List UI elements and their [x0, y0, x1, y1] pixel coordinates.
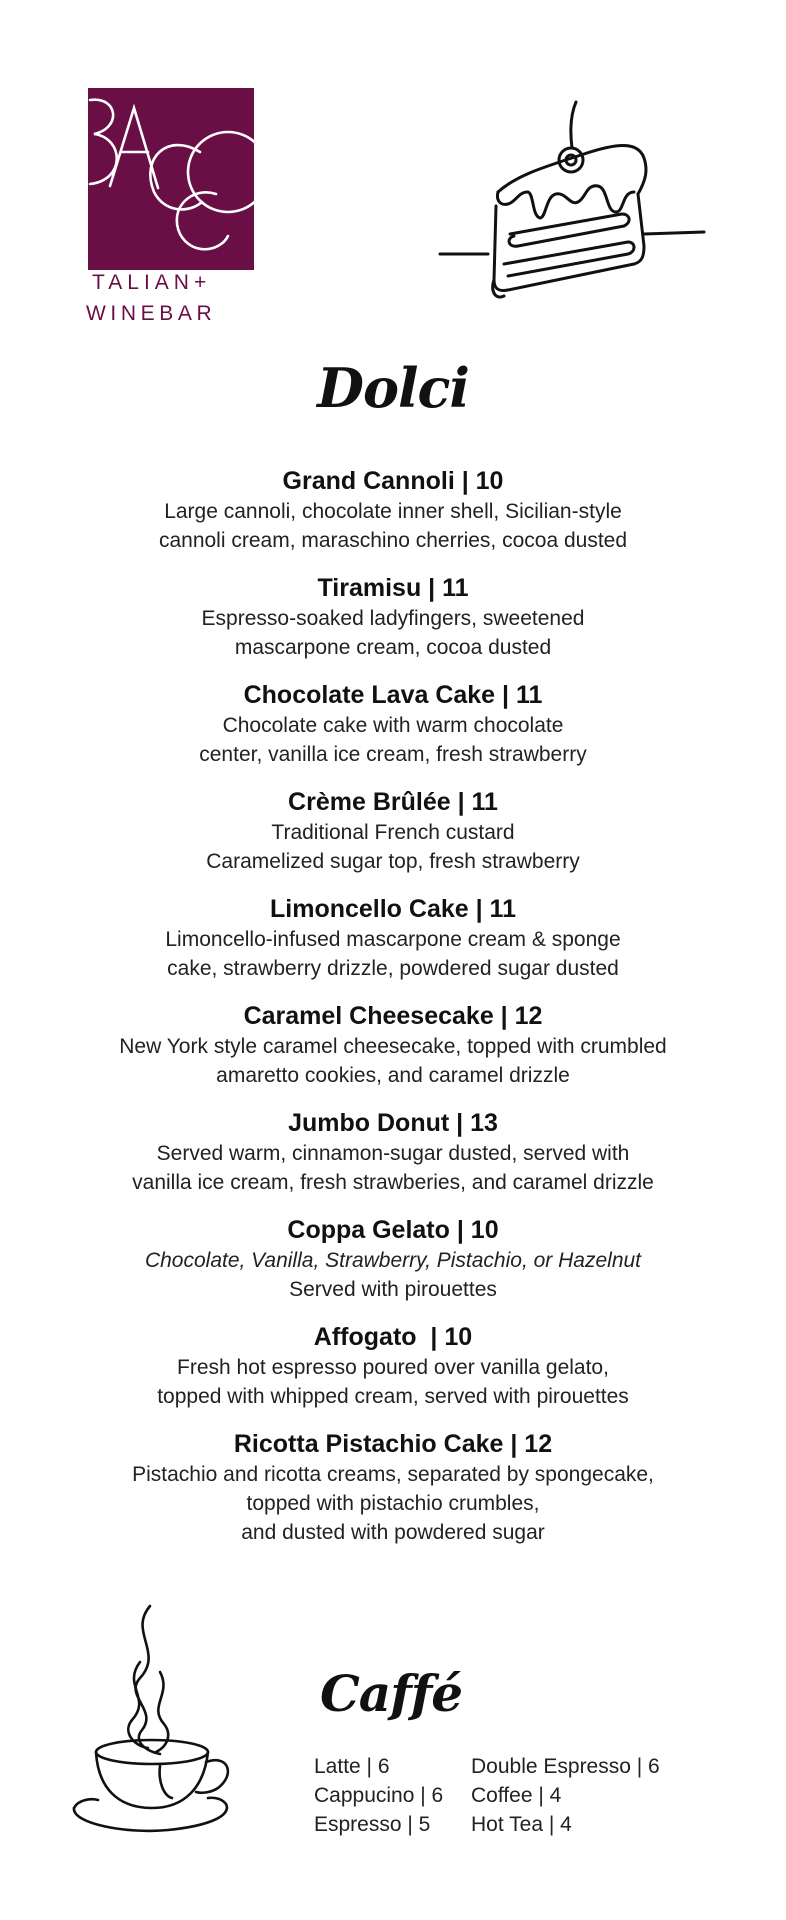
menu-item-name: Ricotta Pistachio Cake | 12 [233, 1430, 553, 1458]
coffee-item: Espresso | 5 [314, 1813, 431, 1836]
coffee-item: Cappucino | 6 [314, 1784, 444, 1807]
menu-item [0, 894, 786, 983]
dolci-menu [0, 466, 786, 1565]
coffee-cup-illustration-icon [68, 1602, 238, 1842]
menu-item [0, 1001, 786, 1090]
menu-item-name: Coppa Gelato | 10 [287, 1216, 499, 1244]
menu-item-description: Served with pirouettes [289, 1278, 497, 1301]
menu-item [0, 1215, 786, 1304]
menu-item-description: Large cannoli, chocolate inner shell, Sicilian-style cannoli cream, maraschino cherries, cocoa dusted [158, 500, 628, 552]
coffee-list-right [471, 1752, 660, 1839]
baco-logo-icon [88, 88, 254, 270]
menu-item [0, 573, 786, 662]
coffee-item: Coffee | 4 [471, 1784, 562, 1807]
logo-subtitle-italian: TALIAN+ [92, 271, 212, 294]
menu-item [0, 1429, 786, 1547]
coffee-item: Hot Tea | 4 [471, 1813, 572, 1836]
menu-item-name: Jumbo Donut | 13 [288, 1109, 498, 1137]
menu-item-description: Served warm, cinnamon-sugar dusted, served with vanilla ice cream, fresh strawberies, and caramel drizzle [132, 1142, 654, 1194]
menu-item-flavors: Chocolate, Vanilla, Strawberry, Pistachio, or Hazelnut [144, 1249, 642, 1272]
menu-item [0, 1322, 786, 1411]
menu-item [0, 466, 786, 555]
menu-item-name: Caramel Cheesecake | 12 [243, 1002, 543, 1030]
menu-item-name: Tiramisu | 11 [317, 574, 469, 602]
menu-item-description: New York style caramel cheesecake, topped with crumbled amaretto cookies, and caramel drizzle [119, 1035, 667, 1087]
menu-item-description: Espresso-soaked ladyfingers, sweetened mascarpone cream, cocoa dusted [201, 607, 585, 659]
menu-item [0, 787, 786, 876]
menu-item-name: Limoncello Cake | 11 [270, 895, 516, 923]
menu-item-name: Chocolate Lava Cake | 11 [243, 681, 543, 709]
menu-item-name: Affogato | 10 [313, 1323, 473, 1351]
menu-item-description: Chocolate cake with warm chocolate center, vanilla ice cream, fresh strawberry [199, 714, 587, 766]
coffee-item: Latte | 6 [314, 1755, 390, 1778]
menu-item-name: Grand Cannoli | 10 [282, 467, 504, 495]
menu-item [0, 1108, 786, 1197]
menu-item-description: Fresh hot espresso poured over vanilla gelato, topped with whipped cream, served with pirouettes [157, 1356, 629, 1408]
cake-slice-illustration-icon [438, 96, 710, 302]
coffee-list-left [314, 1752, 443, 1839]
menu-item-description: Limoncello-infused mascarpone cream & sponge cake, strawberry drizzle, powdered sugar dusted [165, 928, 621, 980]
menu-item-description: Traditional French custard Caramelized sugar top, fresh strawberry [206, 821, 580, 873]
caffe-title: Caffé [320, 1664, 463, 1723]
dolci-title: Dolci [317, 356, 469, 420]
menu-item-name: Crème Brûlée | 11 [288, 788, 498, 816]
menu-item [0, 680, 786, 769]
coffee-item: Double Espresso | 6 [471, 1755, 660, 1778]
baco-logo [88, 88, 254, 270]
menu-item-description: Pistachio and ricotta creams, separated by spongecake, topped with pistachio crumbles, and dusted with powdered sugar [132, 1463, 654, 1544]
logo-subtitle-winebar: WINEBAR [86, 302, 217, 325]
